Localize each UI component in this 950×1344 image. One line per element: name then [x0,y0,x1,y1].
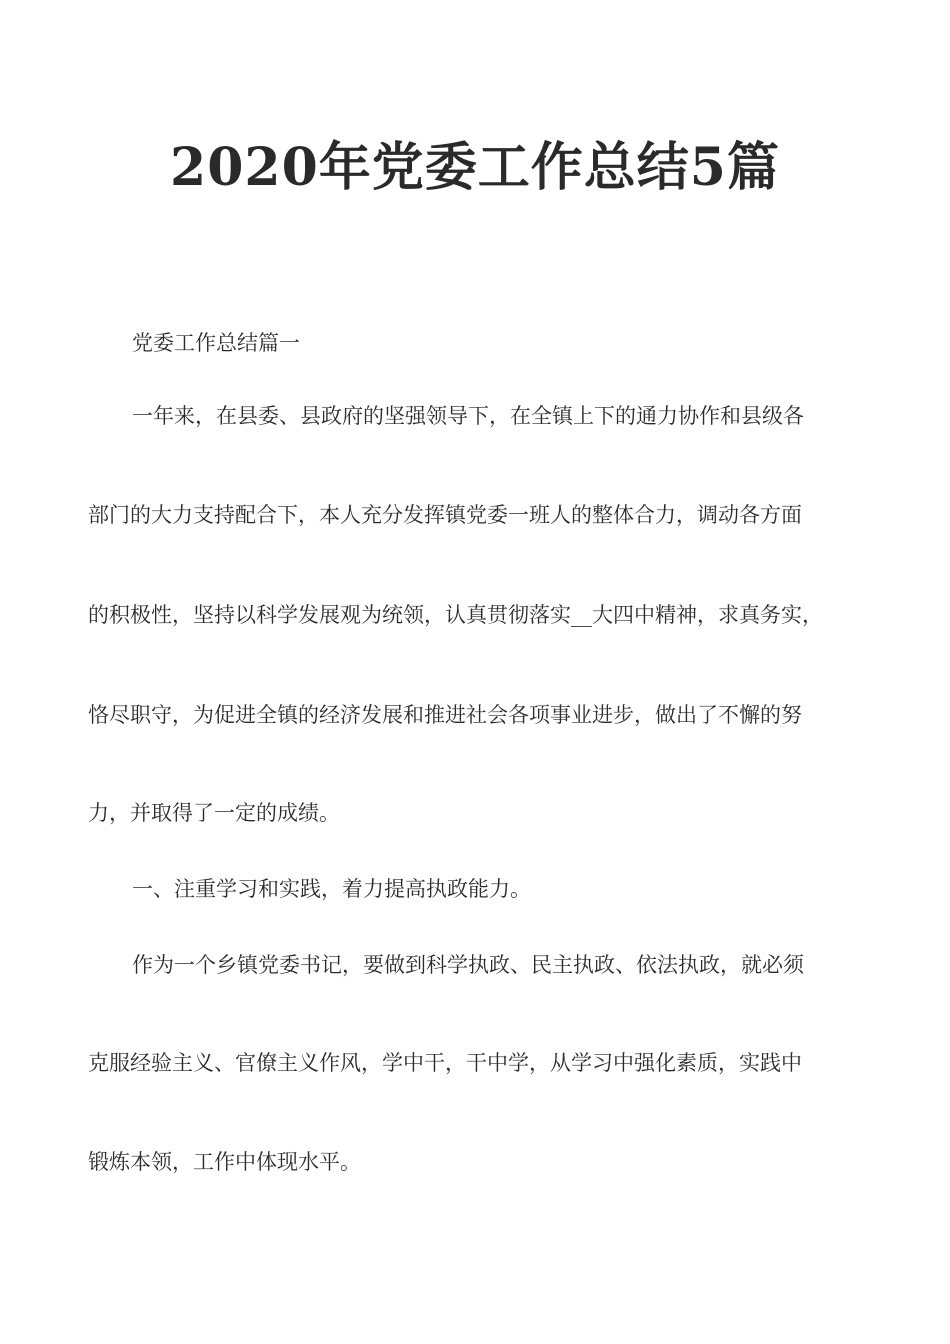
paragraph-line: 一年来，在县委、县政府的坚强领导下，在全镇上下的通力协作和县级各 [132,404,804,428]
paragraph-line: 作为一个乡镇党委书记，要做到科学执政、民主执政、依法执政，就必须 [132,953,804,977]
section-heading-part-one: 党委工作总结篇一 [132,331,300,355]
paragraph-line: 的积极性，坚持以科学发展观为统领，认真贯彻落实__大四中精神，求真务实， [88,603,823,627]
document-title: 2020年党委工作总结5篇 [170,137,780,198]
paragraph-line: 部门的大力支持配合下，本人充分发挥镇党委一班人的整体合力，调动各方面 [88,503,802,527]
paragraph-line: 克服经验主义、官僚主义作风，学中干，干中学，从学习中强化素质，实践中 [88,1051,802,1075]
paragraph-line: 恪尽职守，为促进全镇的经济发展和推进社会各项事业进步，做出了不懈的努 [88,703,802,727]
paragraph-line: 锻炼本领，工作中体现水平。 [88,1150,361,1174]
paragraph-line: 力，并取得了一定的成绩。 [88,801,340,825]
section-subheading: 一、注重学习和实践，着力提高执政能力。 [132,877,531,901]
